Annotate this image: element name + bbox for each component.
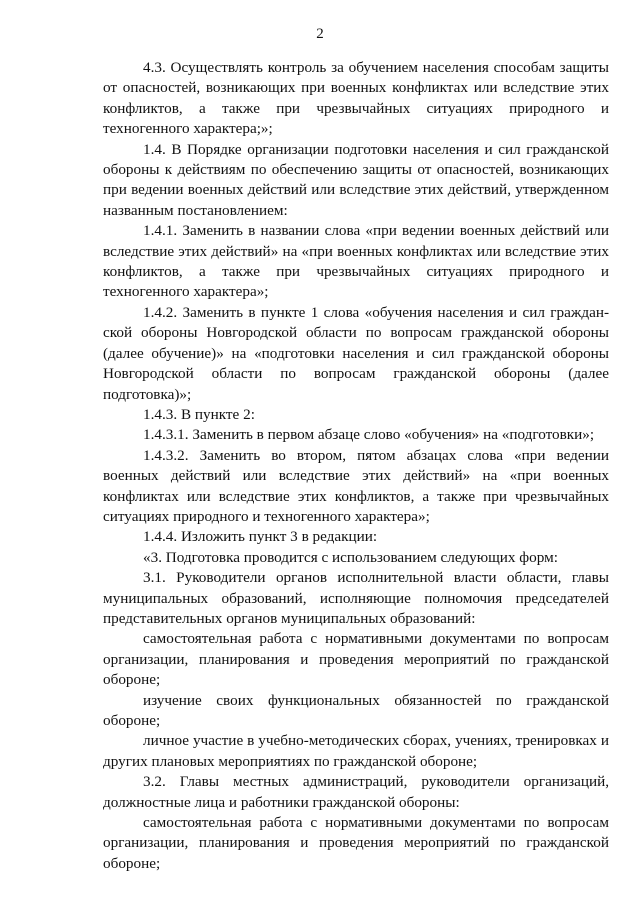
paragraph: 1.4.1. Заменить в названии слова «при ведении военных действий или вследствие этих действий» на «при военных конфликтах или вследствие этих конфликтов, а также при чрезвычайных ситуациях природного и техногенного характера»; <box>103 222 609 301</box>
paragraph: 1.4.3. В пункте 2: <box>143 405 255 423</box>
paragraph: 1.4. В Порядке организации подготовки населения и сил гражданской обороны к действиям по обеспечению защиты от опасностей, возникающих при ведении военных действий или вследствие этих действий, утвержденном названным постановлением: <box>103 140 609 219</box>
paragraph: самостоятельная работа с нормативными документами по вопросам организации, планирования и проведения мероприятий по гражданской обороне; <box>103 630 609 689</box>
document-body <box>103 58 609 874</box>
paragraph: 3.1. Руководители органов исполнительной власти области, главы муниципальных образований, исполняющие полномочия председателей представительных органов муниципальных образований: <box>103 569 609 627</box>
paragraph: 3.2. Главы местных администраций, руководители организаций, должностные лица и работники гражданской обороны: <box>103 773 609 811</box>
paragraph: 1.4.2. Заменить в пункте 1 слова «обучения населения и сил граждан-ской обороны Новгородской области по вопросам гражданской обороны (далее обучение)» на «подготовки населения и сил гражданской обороны Новгородской области по вопросам гражданской обороны (далее подготовка)»; <box>103 303 609 403</box>
paragraph: 1.4.3.2. Заменить во втором, пятом абзацах слова «при ведении военных действий или вследствие этих действий» на «при военных конфликтах или вследствие этих конфликтов, а также при чрезвычайных ситуациях природного и техногенного характера»; <box>103 446 609 525</box>
paragraph: «3. Подготовка проводится с использованием следующих форм: <box>143 548 558 566</box>
paragraph: личное участие в учебно-методических сборах, учениях, тренировках и других плановых мероприятиях по гражданской обороне; <box>103 732 609 770</box>
page-number: 2 <box>316 26 324 42</box>
paragraph: самостоятельная работа с нормативными документами по вопросам организации, планирования и проведения мероприятий по гражданской обороне; <box>103 814 609 872</box>
paragraph: 4.3. Осуществлять контроль за обучением населения способам защиты от опасностей, возникающих при военных конфликтах или вследствие этих конфликтов, а также при чрезвычайных ситуациях природного и техногенного характера;»; <box>103 59 609 138</box>
paragraph: 1.4.4. Изложить пункт 3 в редакции: <box>143 528 378 546</box>
paragraph: 1.4.3.1. Заменить в первом абзаце слово «обучения» на «подготовки»; <box>143 426 595 444</box>
paragraph: изучение своих функциональных обязанностей по гражданской обороне; <box>103 691 609 729</box>
